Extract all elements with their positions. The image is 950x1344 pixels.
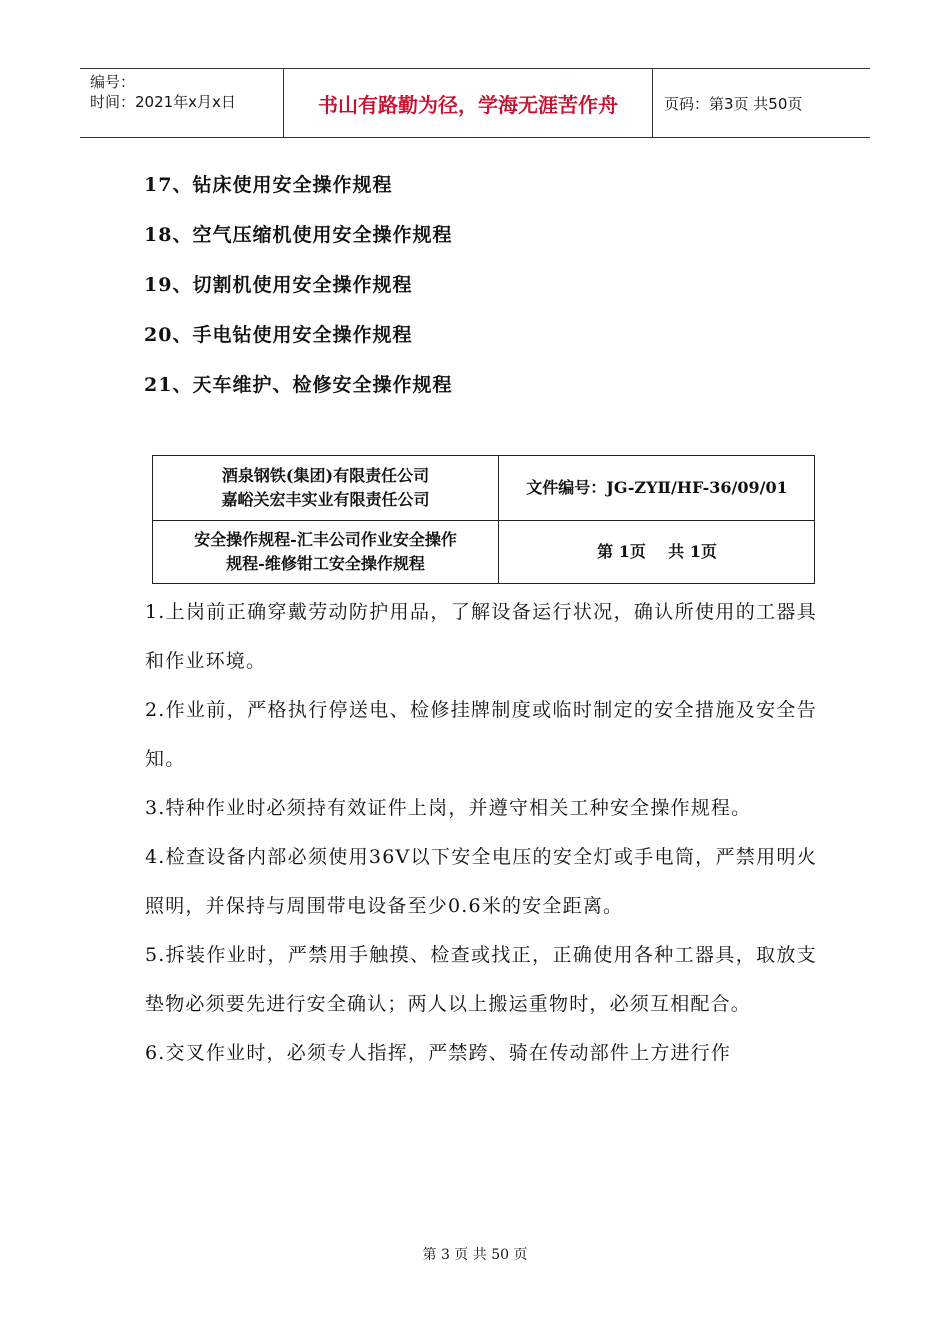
outline-item: 18、空气压缩机使用安全操作规程 <box>144 224 453 246</box>
outline-item: 17、钻床使用安全操作规程 <box>144 174 393 196</box>
outline-item: 21、天车维护、检修安全操作规程 <box>144 374 453 396</box>
header-page-label: 页码：第3页 共50页 <box>664 94 803 113</box>
page-info-cell <box>499 520 815 583</box>
header-slogan: 书山有路勤为径，学海无涯苦作舟 <box>318 92 618 117</box>
page-info: 第 1页 共 1页 <box>597 541 717 561</box>
outline-item: 20、手电钻使用安全操作规程 <box>144 324 413 346</box>
procedure-paragraph: 2.作业前，严格执行停送电、检修挂牌制度或临时制定的安全措施及安全告知。 <box>145 699 817 770</box>
company-cell <box>153 456 499 520</box>
header-divider <box>652 69 653 137</box>
procedure-paragraph: 3.特种作业时必须持有效证件上岗，并遵守相关工种安全操作规程。 <box>145 797 752 819</box>
procedure-paragraph: 6.交叉作业时，必须专人指挥，严禁跨、骑在传动部件上方进行作 <box>145 1042 732 1064</box>
header-meta <box>80 69 283 137</box>
procedure-outline-list <box>144 160 452 410</box>
procedure-paragraph: 5.拆装作业时，严禁用手触摸、检查或找正，正确使用各种工器具，取放支垫物必须要先进行安全确认；两人以上搬运重物时，必须互相配合。 <box>145 944 817 1015</box>
page-header <box>80 68 870 138</box>
procedure-title: 安全操作规程-汇丰公司作业安全操作 <box>194 529 457 549</box>
document-info-table <box>152 455 815 584</box>
title-cell <box>153 520 499 583</box>
procedure-paragraph: 4.检查设备内部必须使用36V以下安全电压的安全灯或手电筒，严禁用明火照明，并保持与周围带电设备至少0.6米的安全距离。 <box>145 846 817 917</box>
procedure-paragraph: 1.上岗前正确穿戴劳动防护用品，了解设备运行状况，确认所使用的工器具和作业环境。 <box>145 601 817 672</box>
outline-item: 19、切割机使用安全操作规程 <box>144 274 413 296</box>
company-name: 嘉峪关宏丰实业有限责任公司 <box>221 490 430 509</box>
document-number-label: 编号： <box>90 73 136 91</box>
company-name: 酒泉钢铁(集团)有限责任公司 <box>221 466 430 485</box>
file-number-cell <box>499 456 815 520</box>
page-footer: 第 3 页 共 50 页 <box>422 1247 528 1263</box>
document-time-label: 时间：2021年x月x日 <box>90 93 236 111</box>
procedure-body <box>145 588 817 1078</box>
info-row <box>153 456 814 521</box>
info-row <box>153 520 814 583</box>
procedure-title: 规程-维修钳工安全操作规程 <box>226 553 425 573</box>
file-number: 文件编号：JG-ZYⅡ/HF-36/09/01 <box>526 478 788 497</box>
